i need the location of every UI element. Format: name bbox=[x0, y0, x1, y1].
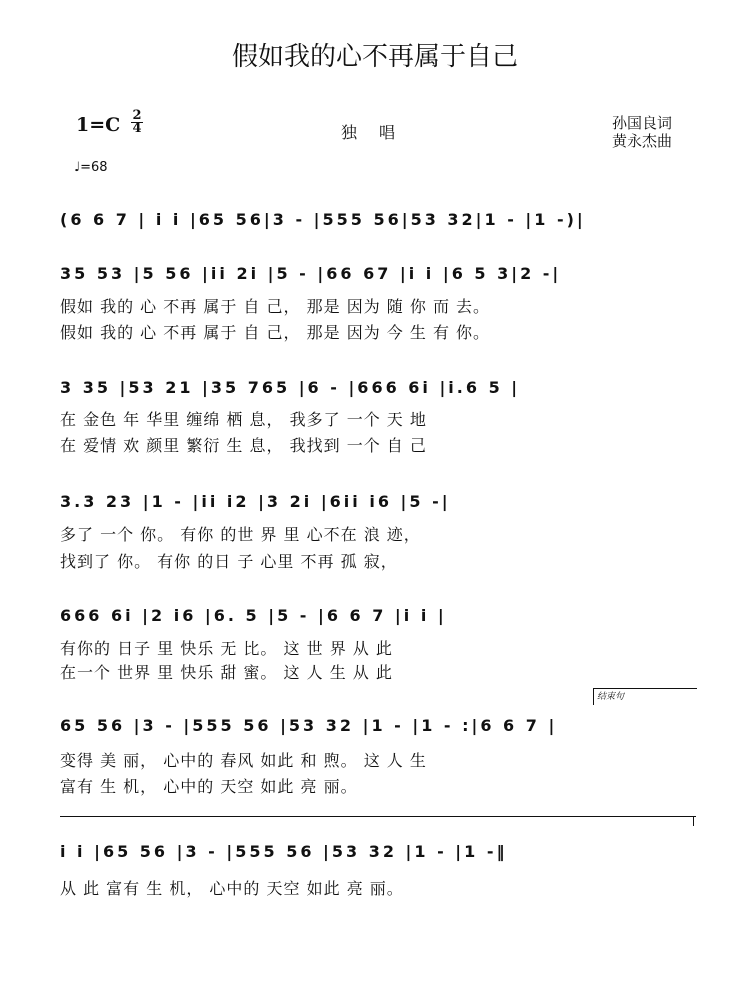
lyricist: 孙国良词 bbox=[612, 114, 673, 132]
time-top: 2 bbox=[132, 108, 142, 123]
song-title: 假如我的心不再属于自己 bbox=[231, 42, 518, 72]
time-signature bbox=[130, 110, 144, 135]
notation-line: (6 6 7 | i i |65 56|3 - |555 56|53 32|1 - |1 -)| bbox=[60, 210, 586, 229]
tempo-mark: ♩=68 bbox=[74, 160, 108, 175]
notation-line: 3 35 |53 21 |35 765 |6 - |666 6i |i.6 5 | bbox=[60, 378, 521, 397]
composer: 黄永杰曲 bbox=[612, 132, 673, 150]
notation-line: 65 56 |3 - |555 56 |53 32 |1 - |1 - :|6 6 7 | bbox=[60, 716, 558, 735]
lyric-verse-1: 从 此 富有 生 机， 心中的 天空 如此 亮 丽。 bbox=[60, 879, 404, 898]
lyric-verse-2: 富有 生 机， 心中的 天空 如此 亮 丽。 bbox=[60, 777, 358, 796]
coda-bracket-end bbox=[693, 816, 695, 826]
time-bottom: 4 bbox=[132, 121, 142, 136]
lyric-verse-1: 有你的 日子 里 快乐 无 比。 这 世 界 从 此 bbox=[60, 639, 393, 658]
lyric-verse-2: 在 爱情 欢 颜里 繁衍 生 息， 我找到 一个 自 己 bbox=[60, 436, 427, 455]
lyric-verse-1: 变得 美 丽， 心中的 春风 如此 和 煦。 这 人 生 bbox=[60, 751, 427, 770]
lyric-verse-2: 假如 我的 心 不再 属于 自 己， 那是 因为 今 生 有 你。 bbox=[60, 323, 491, 342]
notation-line: 666 6i |2 i6 |6. 5 |5 - |6 6 7 |i i | bbox=[60, 606, 447, 625]
key-signature: 1=C bbox=[76, 114, 121, 136]
lyric-verse-2: 找到了 你。 有你 的日 子 心里 不再 孤 寂， bbox=[60, 552, 398, 571]
notation-line: 3.3 23 |1 - |ii i2 |3 2i |6ii i6 |5 -| bbox=[60, 492, 451, 511]
lyric-verse-1: 假如 我的 心 不再 属于 自 己， 那是 因为 随 你 而 去。 bbox=[60, 297, 491, 316]
performance-type: 独唱 bbox=[341, 123, 418, 142]
coda-label: 结束句 bbox=[593, 688, 697, 705]
lyric-verse-1: 多了 一个 你。 有你 的世 界 里 心不在 浪 迹， bbox=[60, 525, 421, 544]
lyric-verse-1: 在 金色 年 华里 缠绵 栖 息， 我多了 一个 天 地 bbox=[60, 410, 427, 429]
notation-line: 35 53 |5 56 |ii 2i |5 - |66 67 |i i |6 5 3|2 -| bbox=[60, 264, 562, 283]
coda-bracket-line bbox=[60, 816, 696, 817]
lyric-verse-2: 在一个 世界 里 快乐 甜 蜜。 这 人 生 从 此 bbox=[60, 663, 393, 682]
notation-line: i i |65 56 |3 - |555 56 |53 32 |1 - |1 -‖ bbox=[60, 842, 508, 861]
